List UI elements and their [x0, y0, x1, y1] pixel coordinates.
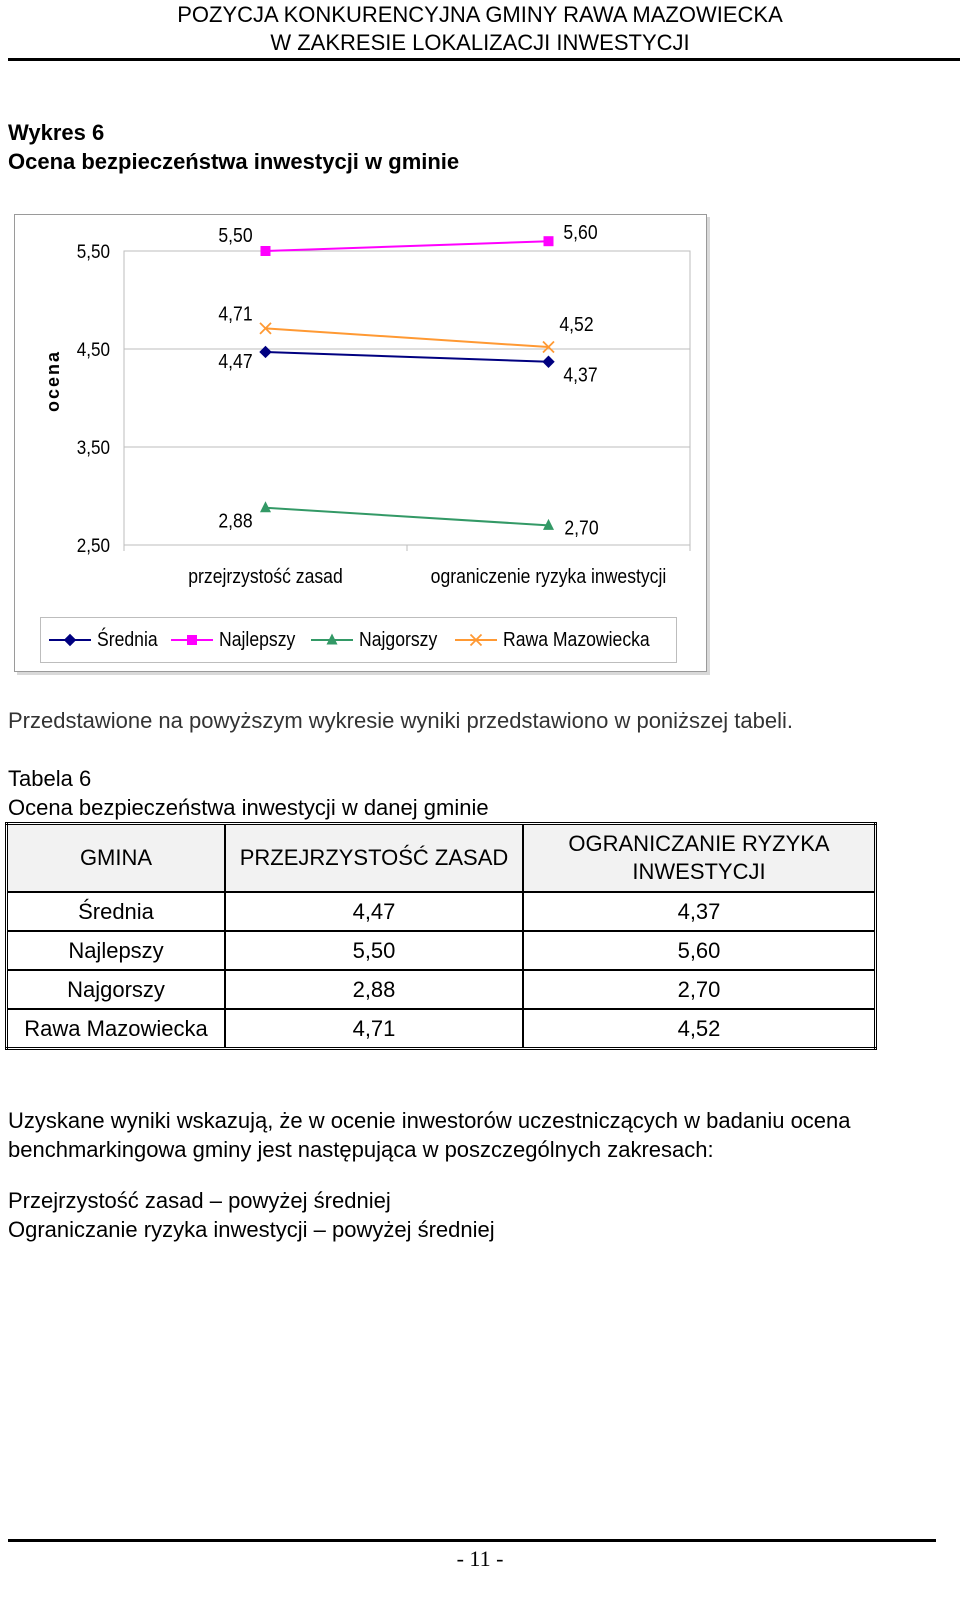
table-header-gmina: GMINA — [7, 824, 226, 893]
legend-label-srednia: Średnia — [97, 628, 158, 651]
y-tick-label: 4,50 — [76, 339, 110, 361]
series-line — [266, 508, 549, 526]
data-label: 4,71 — [218, 302, 253, 325]
header-title-line1: POZYCJA KONKURENCYJNA GMINY RAWA MAZOWIECKA — [177, 2, 783, 27]
data-point — [260, 501, 271, 512]
data-label: 4,47 — [218, 349, 253, 373]
series-line — [266, 328, 549, 347]
legend-item-srednia — [47, 627, 166, 653]
data-point — [261, 246, 271, 256]
table-row — [7, 892, 876, 931]
y-tick-label: 2,50 — [76, 535, 110, 557]
table-row — [7, 970, 876, 1009]
x-category-label: przejrzystość zasad — [188, 564, 343, 588]
table-cell-przejrzystosc: 4,71 — [225, 1009, 523, 1049]
line-chart — [15, 215, 706, 671]
legend-label-rawa-mazowiecka: Rawa Mazowiecka — [503, 628, 650, 651]
page-number: - 11 - — [456, 1546, 504, 1571]
legend-label-najgorszy: Najgorszy — [359, 628, 438, 651]
data-point — [260, 346, 271, 357]
legend-swatch-srednia — [47, 630, 93, 650]
legend-label-najlepszy: Najlepszy — [219, 628, 296, 651]
table-cell-gmina: Średnia — [7, 892, 226, 931]
legend-swatch-rawa-mazowiecka — [453, 630, 499, 650]
data-label: 4,52 — [559, 312, 594, 336]
y-tick-label: 5,50 — [76, 241, 110, 263]
x-category-label: ograniczenie ryzyka inwestycji — [430, 564, 667, 588]
data-label: 4,37 — [563, 363, 598, 386]
data-label: 2,70 — [564, 516, 599, 539]
chart-note: Przedstawione na powyższym wykresie wyniki przedstawiono w poniższej tabeli. — [8, 708, 793, 733]
result-przejrzystosc: Przejrzystość zasad – powyżej średniej — [8, 1188, 391, 1213]
legend-marker — [65, 635, 76, 646]
legend-item-rawa-mazowiecka — [453, 627, 670, 653]
y-axis-label: ocena — [43, 349, 63, 413]
table-cell-przejrzystosc: 4,47 — [225, 892, 523, 931]
table-row — [7, 931, 876, 970]
header-title-line2: W ZAKRESIE LOKALIZACJI INWESTYCJI — [270, 30, 690, 55]
legend-item-najgorszy — [309, 627, 448, 653]
table-cell-ograniczanie: 4,37 — [523, 892, 876, 931]
chart-caption-label: Wykres 6 — [8, 120, 105, 145]
data-point — [544, 236, 554, 246]
data-label: 5,60 — [563, 221, 598, 244]
conclusion-line2: benchmarkingowa gminy jest następująca w poszczególnych zakresach: — [8, 1137, 714, 1162]
result-ograniczanie: Ograniczanie ryzyka inwestycji – powyżej średniej — [8, 1217, 495, 1242]
page-header — [0, 0, 960, 57]
table-row — [7, 1009, 876, 1049]
table-header-ograniczanie: OGRANICZANIE RYZYKA INWESTYCJI — [523, 824, 876, 893]
legend-item-najlepszy — [169, 627, 306, 653]
table-cell-gmina: Najgorszy — [7, 970, 226, 1009]
legend-marker — [187, 635, 197, 645]
plot-area — [124, 251, 690, 545]
results-table — [5, 822, 877, 1050]
conclusion-line1: Uzyskane wyniki wskazują, że w ocenie inwestorów uczestniczących w badaniu ocena — [8, 1108, 851, 1133]
data-label: 5,50 — [218, 223, 253, 247]
table-cell-przejrzystosc: 2,88 — [225, 970, 523, 1009]
y-tick-label: 3,50 — [76, 437, 110, 459]
table-cell-gmina: Rawa Mazowiecka — [7, 1009, 226, 1049]
chart-caption-title: Ocena bezpieczeństwa inwestycji w gminie — [8, 149, 460, 174]
chart-frame — [14, 214, 707, 672]
table-cell-gmina: Najlepszy — [7, 931, 226, 970]
table-header-row — [7, 824, 876, 893]
table-cell-ograniczanie: 4,52 — [523, 1009, 876, 1049]
footer-divider — [8, 1539, 936, 1542]
legend-swatch-najlepszy — [169, 630, 215, 650]
legend-swatch-najgorszy — [309, 630, 355, 650]
table-header-przejrzystosc: PRZEJRZYSTOŚĆ ZASAD — [225, 824, 523, 893]
table-caption-label: Tabela 6 — [8, 766, 92, 791]
table-caption-title: Ocena bezpieczeństwa inwestycji w danej gminie — [8, 795, 489, 820]
series-line — [266, 241, 549, 251]
series-line — [266, 352, 549, 362]
chart-legend — [40, 617, 677, 663]
header-divider — [8, 58, 960, 61]
data-point — [543, 356, 554, 367]
table-cell-ograniczanie: 5,60 — [523, 931, 876, 970]
table-cell-ograniczanie: 2,70 — [523, 970, 876, 1009]
table-cell-przejrzystosc: 5,50 — [225, 931, 523, 970]
data-label: 2,88 — [218, 509, 253, 533]
